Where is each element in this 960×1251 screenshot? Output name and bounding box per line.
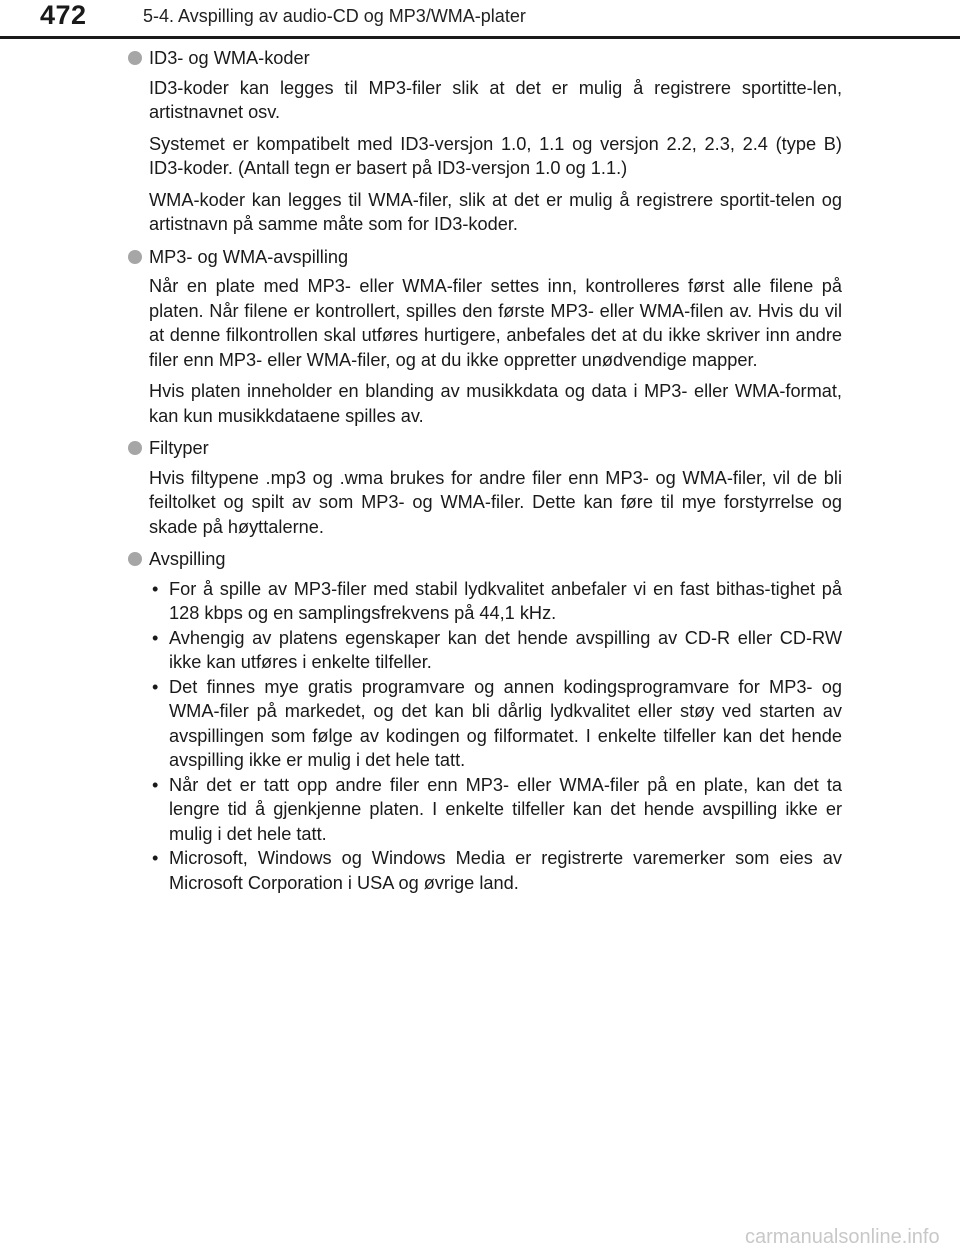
page-header [0,0,960,40]
topic-id3-wma-tags [128,46,842,237]
paragraph: Hvis filtypene .mp3 og .wma brukes for andre filer enn MP3- og WMA-filer, vil de bli feiltolket og spilt av som MP3- og WMA-filer. Dette kan føre til mye forstyrrelse og skade på høyttalerne. [149,467,842,537]
paragraph: Systemet er kompatibelt med ID3-versjon 1.0, 1.1 og versjon 2.2, 2.3, 2.4 (type B) ID3-koder. (Antall tegn er basert på ID3-versjon 1.0 og 1.1.) [149,133,842,178]
bullet-dot-icon [128,250,142,264]
document-body [128,46,842,903]
topic-title: Filtyper [149,438,209,458]
list-item-text: Når det er tatt opp andre filer enn MP3- eller WMA-filer på en plate, kan det ta lengre tid å gjenkjenne platen. I enkelte tilfeller kan det hende avspilling ikke er mulig i det hele tatt. [169,774,842,844]
bullet-dot-icon [128,441,142,455]
list-item-text: For å spille av MP3-filer med stabil lydkvalitet anbefaler vi en fast bithas-tighet på 128 kbps og en samplingsfrekvens på 44,1 kHz. [169,578,842,623]
topic-heading [128,436,842,461]
topic-title: Avspilling [149,549,226,569]
list-bullet-icon: • [152,848,159,868]
bullet-dot-icon [128,552,142,566]
section-title: 5-4. Avspilling av audio-CD og MP3/WMA-plater [143,6,526,26]
header-divider [0,36,960,39]
watermark: carmanualsonline.info [745,1226,940,1248]
list-item-text: Det finnes mye gratis programvare og annen kodingsprogramvare for MP3- og WMA-filer på markedet, og det kan bli dårlig lydkvalitet eller støy ved starten av avspillingen som følge av kodingen og filformatet. I enkelte tilfeller kan det hende avspilling ikke er mulig i det hele tatt. [169,676,842,770]
topic-title: ID3- og WMA-koder [149,48,310,68]
list-bullet-icon: • [152,676,159,697]
list-bullet-icon: • [152,578,159,599]
list-item [149,626,842,675]
list-item [149,675,842,773]
list-item-text: Avhengig av platens egenskaper kan det hende avspilling av CD-R eller CD-RW ikke kan utføres i enkelte tilfeller. [169,627,842,672]
paragraph: WMA-koder kan legges til WMA-filer, slik at det er mulig å registrere sportit-telen og artistnavn på samme måte som for ID3-koder. [149,189,842,234]
list-item [149,577,842,626]
topic-heading [128,547,842,572]
topic-file-types [128,436,842,539]
topic-mp3-wma-playback [128,245,842,429]
page-number: 472 [40,0,87,30]
paragraph: ID3-koder kan legges til MP3-filer slik at det er mulig å registrere sportitte-len, artistnavnet osv. [149,77,842,122]
paragraph: Når en plate med MP3- eller WMA-filer settes inn, kontrolleres først alle filene på platen. Når filene er kontrollert, spilles den første MP3- eller WMA-filen av. Hvis du vil at denne filkontrollen skal utføres hurtigere, anbefales det at du ikke skriver inn andre filer enn MP3- eller WMA-filer, og at du ikke oppretter unødvendige mapper. [149,276,842,370]
bullet-dot-icon [128,51,142,65]
list-bullet-icon: • [152,774,159,795]
topic-heading [128,46,842,71]
topic-title: MP3- og WMA-avspilling [149,246,349,267]
topic-playback [128,547,842,895]
list-item [149,846,842,895]
topic-heading [128,245,842,270]
list-item [149,773,842,847]
list-bullet-icon: • [152,627,159,648]
list-item-text: Microsoft, Windows og Windows Media er registrerte varemerker som eies av Microsoft Corporation i USA og øvrige land. [169,848,842,893]
bullet-list [149,577,842,896]
paragraph: Hvis platen inneholder en blanding av musikkdata og data i MP3- eller WMA-format, kan kun musikkdataene spilles av. [149,381,842,426]
